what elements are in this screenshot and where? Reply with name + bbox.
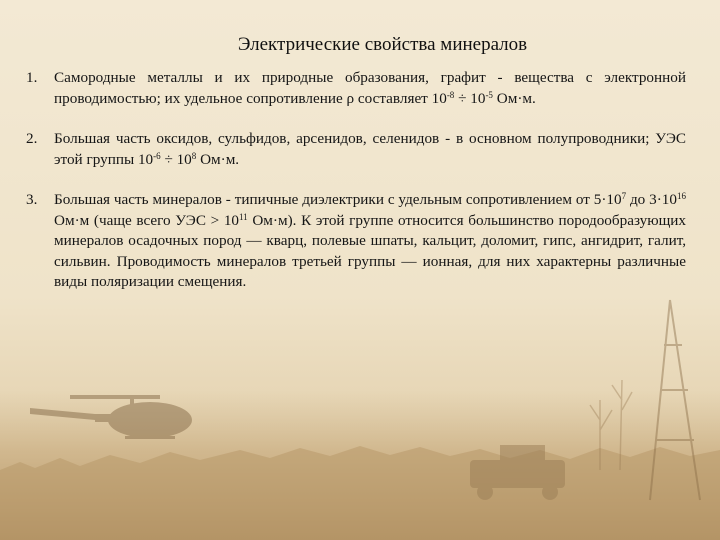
list-item-text: Самородные металлы и их природные образования, графит - вещества с электронной проводимостью; их удельное сопротивление ρ составляет $10^{-8} \div 10^{-5}$ Ом·м.: [54, 69, 686, 107]
list-item: [26, 129, 686, 170]
list-item: [26, 190, 686, 293]
slide-title: Электрические свойства минералов: [237, 34, 528, 55]
list-item-number: 2.: [26, 130, 38, 147]
list-item-number: 3.: [26, 191, 38, 208]
list-item-text: Большая часть минералов - типичные диэлектрики с удельным сопротивлением от $5\cdot 10^7$ до $3\cdot 10^{16}$ Ом·м (чаще всего УЭС > $10^{11}$ Ом·м). К этой группе относится большинство породообразующих минералов осадочных пород — кварц, полевые шпаты, кальцит, доломит, гипс, ангидрит, галит, сильвин. Проводимость минералов третьей группы — ионная, для них характерны различные виды поляризации смещения.: [54, 191, 686, 290]
list-item-number: 1.: [26, 69, 38, 86]
content-list: [26, 68, 686, 313]
list-item: [26, 68, 686, 109]
list-item-text: Большая часть оксидов, сульфидов, арсенидов, селенидов - в основном полупроводники; УЭС этой группы $10^{-6} \div 10^8$ Ом·м.: [54, 130, 686, 168]
